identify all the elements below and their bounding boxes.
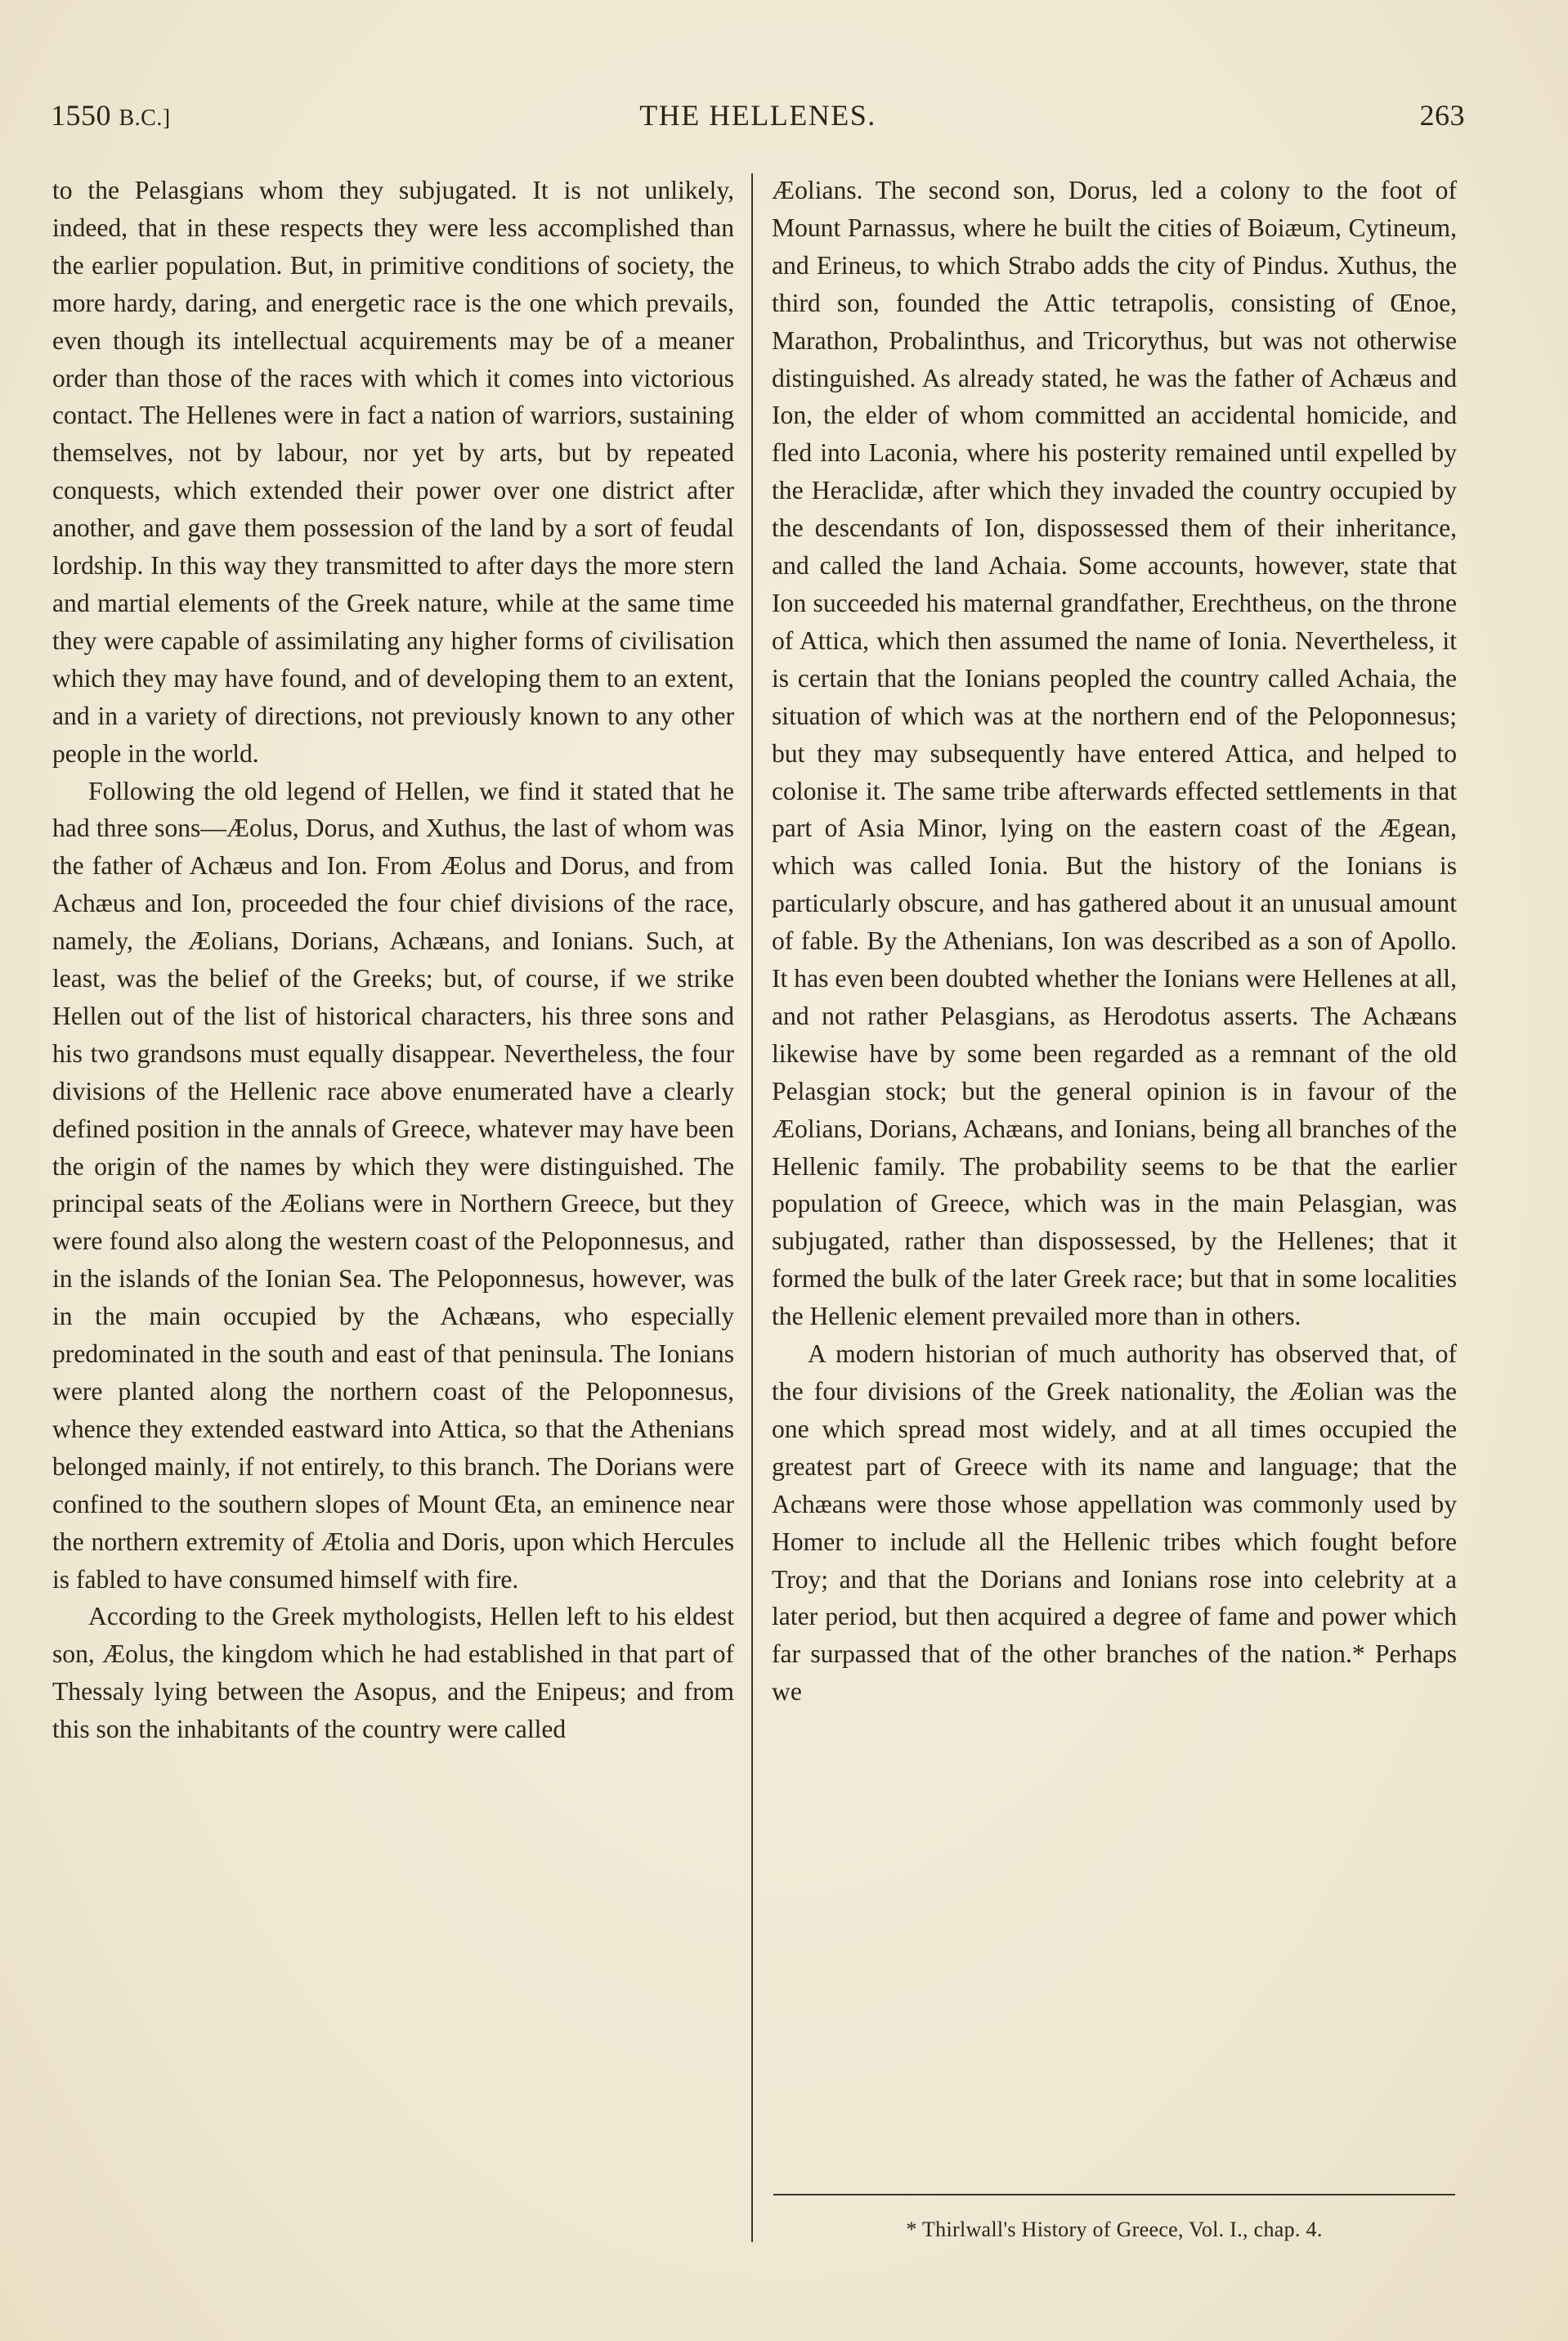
header-era: B.C.] — [119, 105, 171, 131]
page-number: 263 — [1419, 99, 1465, 132]
left-column — [52, 172, 734, 1748]
header-year: 1550 — [51, 99, 111, 132]
paragraph: Following the old legend of Hellen, we find it stated that he had three sons—Æolus, Dorus, and Xuthus, the last of whom was the father of Achæus and Ion. From Æolus and Dorus, and from Achæus and Ion, proceeded the four chief divisions of the race, namely, the Æolians, Dorians, Achæans, and Ionians. Such, at least, was the belief of the Greeks; but, of course, if we strike Hellen out of the list of historical characters, his three sons and his two grandsons must equally disappear. Nevertheless, the four divisions of the Hellenic race above enumerated have a clearly defined position in the annals of Greece, whatever may have been the origin of the names by which they were distinguished. The principal seats of the Æolians were in Northern Greece, but they were found also along the western coast of the Peloponnesus, and in the islands of the Ionian Sea. The Peloponnesus, however, was in the main occupied by the Achæans, who especially predominated in the south and east of that peninsula. The Ionians were planted along the northern coast of the Peloponnesus, whence they extended eastward into Attica, so that the Athenians belonged mainly, if not entirely, to this branch. The Dorians were confined to the southern slopes of Mount Œta, an eminence near the northern extremity of Ætolia and Doris, upon which Hercules is fabled to have consumed himself with fire. — [52, 776, 734, 1594]
paragraph: Æolians. The second son, Dorus, led a colony to the foot of Mount Parnassus, where he built the cities of Boiæum, Cytineum, and Erineus, to which Strabo adds the city of Pindus. Xuthus, the third son, founded the Attic tetrapolis, consisting of Œnoe, Marathon, Probalinthus, and Tricorythus, but was not otherwise distinguished. As already stated, he was the father of Achæus and Ion, the elder of whom committed an accidental homicide, and fled into Laconia, where his posterity remained until expelled by the Heraclidæ, after which they invaded the country occupied by the descendants of Ion, dispossessed them of their inheritance, and called the land Achaia. Some accounts, however, state that Ion succeeded his maternal grandfather, Erechtheus, on the throne of Attica, which then assumed the name of Ionia. Nevertheless, it is certain that the Ionians peopled the country called Achaia, the situation of which was at the northern end of the Peloponnesus; but they may subsequently have entered Attica, and helped to colonise it. The same tribe afterwards effected settlements in that part of Asia Minor, lying on the eastern coast of the Ægean, which was called Ionia. But the history of the Ionians is particularly obscure, and has gathered about it an unusual amount of fable. By the Athenians, Ion was described as a son of Apollo. It has even been doubted whether the Ionians were Hellenes at all, and not rather Pelasgians, as Herodotus asserts. The Achæans likewise have by some been regarded as a remnant of the old Pelasgian stock; but the general opinion is in favour of the Æolians, Dorians, Achæans, and Ionians, being all branches of the Hellenic family. The probability seems to be that the earlier population of Greece, which was in the main Pelasgian, was subjugated, rather than dispossessed, by the Hellenes; that it formed the bulk of the later Greek race; but that in some localities the Hellenic element prevailed more than in others. — [772, 176, 1457, 1331]
footnote: * Thirlwall's History of Greece, Vol. I., chap. 4. — [906, 2218, 1323, 2241]
running-head — [51, 98, 1465, 147]
paragraph: A modern historian of much authority has observed that, of the four divisions of the Greek nationality, the Æolian was the one which spread most widely, and at all times occupied the greatest part of Greece with its name and language; that the Achæans were those whose appellation was commonly used by Homer to include all the Hellenic tribes which fought before Troy; and that the Dorians and Ionians rose into celebrity at a later period, but then acquired a degree of fame and power which far surpassed that of the other branches of the nation.* Perhaps we — [772, 1339, 1457, 1706]
column-divider — [751, 173, 753, 2242]
footnote-divider — [773, 2194, 1455, 2195]
right-column — [772, 172, 1457, 1711]
paragraph: According to the Greek mythologists, Hellen left to his eldest son, Æolus, the kingdom which he had established in that part of Thessaly lying between the Asopus, and the Enipeus; and from this son the inhabitants of the country were called — [52, 1602, 734, 1744]
page-title: THE HELLENES. — [639, 99, 876, 132]
paragraph: to the Pelasgians whom they subjugated. It is not unlikely, indeed, that in these respects they were less accomplished than the earlier population. But, in primitive conditions of society, the more hardy, daring, and energetic race is the one which prevails, even though its intellectual acquirements may be of a meaner order than those of the races with which it comes into victorious contact. The Hellenes were in fact a nation of warriors, sustaining themselves, not by labour, nor yet by arts, but by repeated conquests, which extended their power over one district after another, and gave them possession of the land by a sort of feudal lordship. In this way they transmitted to after days the more stern and martial elements of the Greek nature, while at the same time they were capable of assimilating any higher forms of civilisation which they may have found, and of developing them to an extent, and in a variety of directions, not previously known to any other people in the world. — [52, 176, 734, 768]
